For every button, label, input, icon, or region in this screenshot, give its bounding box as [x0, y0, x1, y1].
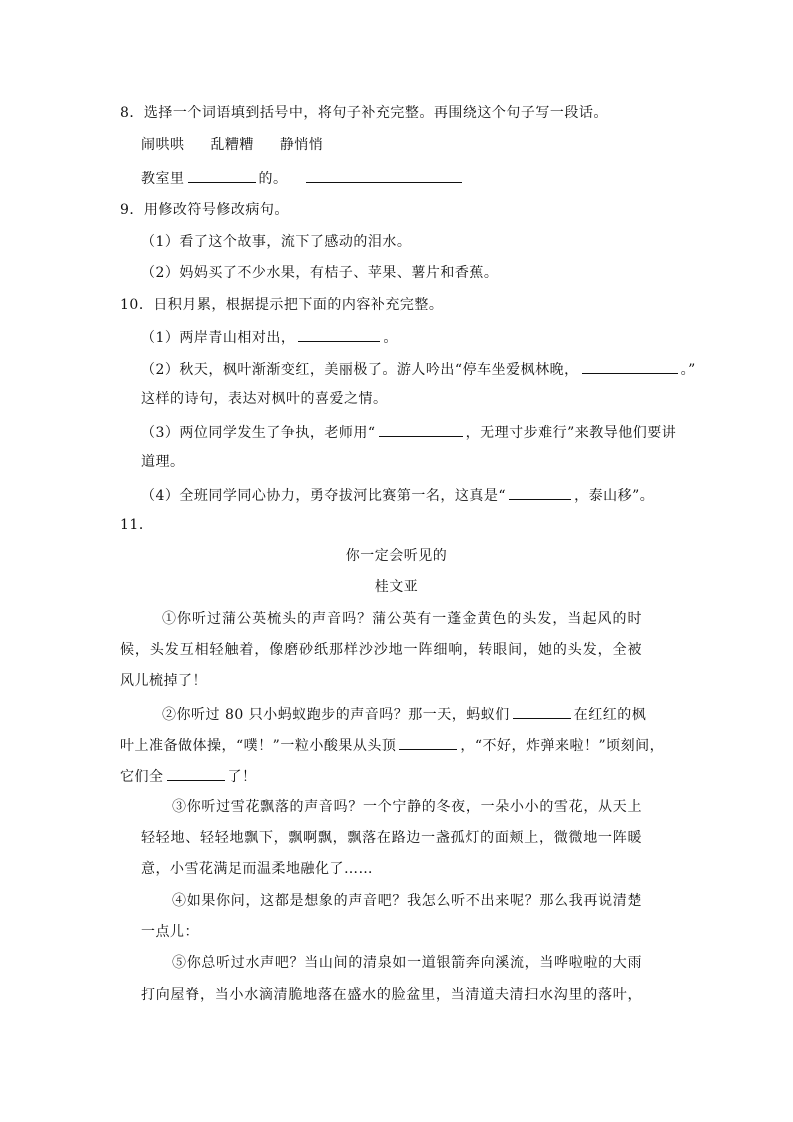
q8-prompt: 8．选择一个词语填到括号中，将句子补充完整。再围绕这个句子写一段话。	[120, 105, 608, 121]
q10-item-4-end: ，泰山移”。	[574, 488, 655, 504]
p1-line-1: ①你听过蒲公英梳头的声音吗？蒲公英有一蓬金黄色的头发，当起风的时	[162, 611, 642, 627]
q10-item-3-text: （3）两位同学发生了争执，老师用“	[141, 425, 376, 441]
q10-item-2-text: （2）秋天，枫叶渐渐变红，美丽极了。游人吟出“停车坐爱枫林晚，	[141, 362, 579, 378]
p2-line-3	[120, 768, 257, 784]
p2-blank-2[interactable]	[399, 737, 457, 750]
p2-line-1-end: 在红红的枫	[573, 707, 647, 723]
q10-item-1-end: 。	[383, 330, 398, 346]
p3-line-1: ③你听过雪花飘落的声音吗？一个宁静的冬夜，一朵小小的雪花，从天上	[172, 799, 642, 815]
p4-line-2: 一点儿：	[141, 924, 199, 940]
p2-blank-3[interactable]	[167, 768, 225, 781]
passage-title: 你一定会听见的	[345, 548, 448, 564]
q9-item-1: （1）看了这个故事，流下了感动的泪水。	[141, 234, 412, 250]
q10-item-2-blank[interactable]	[582, 361, 678, 374]
q8-paragraph-blank[interactable]	[306, 170, 462, 183]
q9-item-2: （2）妈妈买了不少水果，有桔子、苹果、薯片和香蕉。	[141, 265, 499, 281]
p2-line-3-text: 它们全	[120, 769, 164, 785]
p3-line-3: 意，小雪花满足而温柔地融化了……	[141, 861, 373, 877]
q8-option-1: 闹哄哄	[141, 137, 185, 153]
q8-word-blank[interactable]	[188, 170, 256, 183]
q10-item-3-blank[interactable]	[379, 424, 463, 437]
p2-line-1-text: ②你听过 80 只小蚂蚁跑步的声音吗？那一天，蚂蚁们	[162, 707, 510, 723]
q8-option-3: 静悄悄	[279, 137, 324, 153]
p2-line-3-end: 了！	[227, 769, 257, 785]
q10-item-1-blank[interactable]	[298, 329, 380, 342]
q10-item-4-blank[interactable]	[509, 487, 571, 500]
passage-author: 桂文亚	[374, 579, 419, 595]
q9-prompt: 9．用修改符号修改病句。	[120, 202, 289, 218]
p3-line-2: 轻轻地、轻轻地飘下，飘啊飘，飘落在路边一盏孤灯的面颊上，微微地一阵暖	[141, 830, 642, 846]
q10-item-4-text: （4）全班同学同心协力，勇夺拔河比赛第一名，这真是“	[141, 488, 507, 504]
p2-blank-1[interactable]	[513, 706, 571, 719]
q10-item-3-end: ，无理寸步难行”来教导他们要讲	[465, 425, 677, 441]
q10-item-1	[141, 329, 398, 345]
q10-item-2	[141, 361, 696, 377]
q10-item-3	[141, 424, 676, 440]
q8-options	[141, 138, 323, 152]
p2-line-2-text: 叶上准备做体操，“噗！”一粒小酸果从头顶	[120, 738, 397, 754]
q10-item-3-cont: 道理。	[141, 454, 185, 470]
p2-line-1	[162, 706, 646, 722]
q10-item-4	[141, 487, 654, 503]
p1-line-2: 候，头发互相轻触着，像磨砂纸那样沙沙地一阵细响，转眼间，她的头发，全被	[120, 642, 642, 658]
p5-line-1: ⑤你总听过水声吧？当山间的清泉如一道银箭奔向溪流，当哗啦啦的大雨	[172, 955, 642, 971]
q8-sentence	[141, 170, 465, 186]
q8-sentence-start: 教室里	[141, 171, 185, 187]
q10-item-2-end: 。”	[680, 362, 696, 378]
q11-number: 11．	[120, 517, 154, 533]
q10-prompt: 10．日积月累，根据提示把下面的内容补充完整。	[120, 297, 444, 313]
q8-sentence-end: 的。	[258, 171, 288, 187]
p2-line-2	[120, 737, 664, 753]
q10-item-1-text: （1）两岸青山相对出，	[141, 330, 296, 346]
p2-line-2-end: ，“不好，炸弹来啦！”顷刻间，	[460, 738, 665, 754]
p5-line-2: 打向屋脊，当小水滴清脆地落在盛水的脸盆里，当清道夫清扫水沟里的落叶，	[141, 987, 642, 1003]
q10-item-2-cont: 这样的诗句，表达对枫叶的喜爱之情。	[141, 391, 388, 407]
q8-option-2: 乱糟糟	[210, 137, 254, 153]
p4-line-1: ④如果你问，这都是想象的声音吧？我怎么听不出来呢？那么我再说清楚	[172, 893, 642, 909]
p1-line-3: 风儿梳掉了！	[120, 673, 207, 689]
